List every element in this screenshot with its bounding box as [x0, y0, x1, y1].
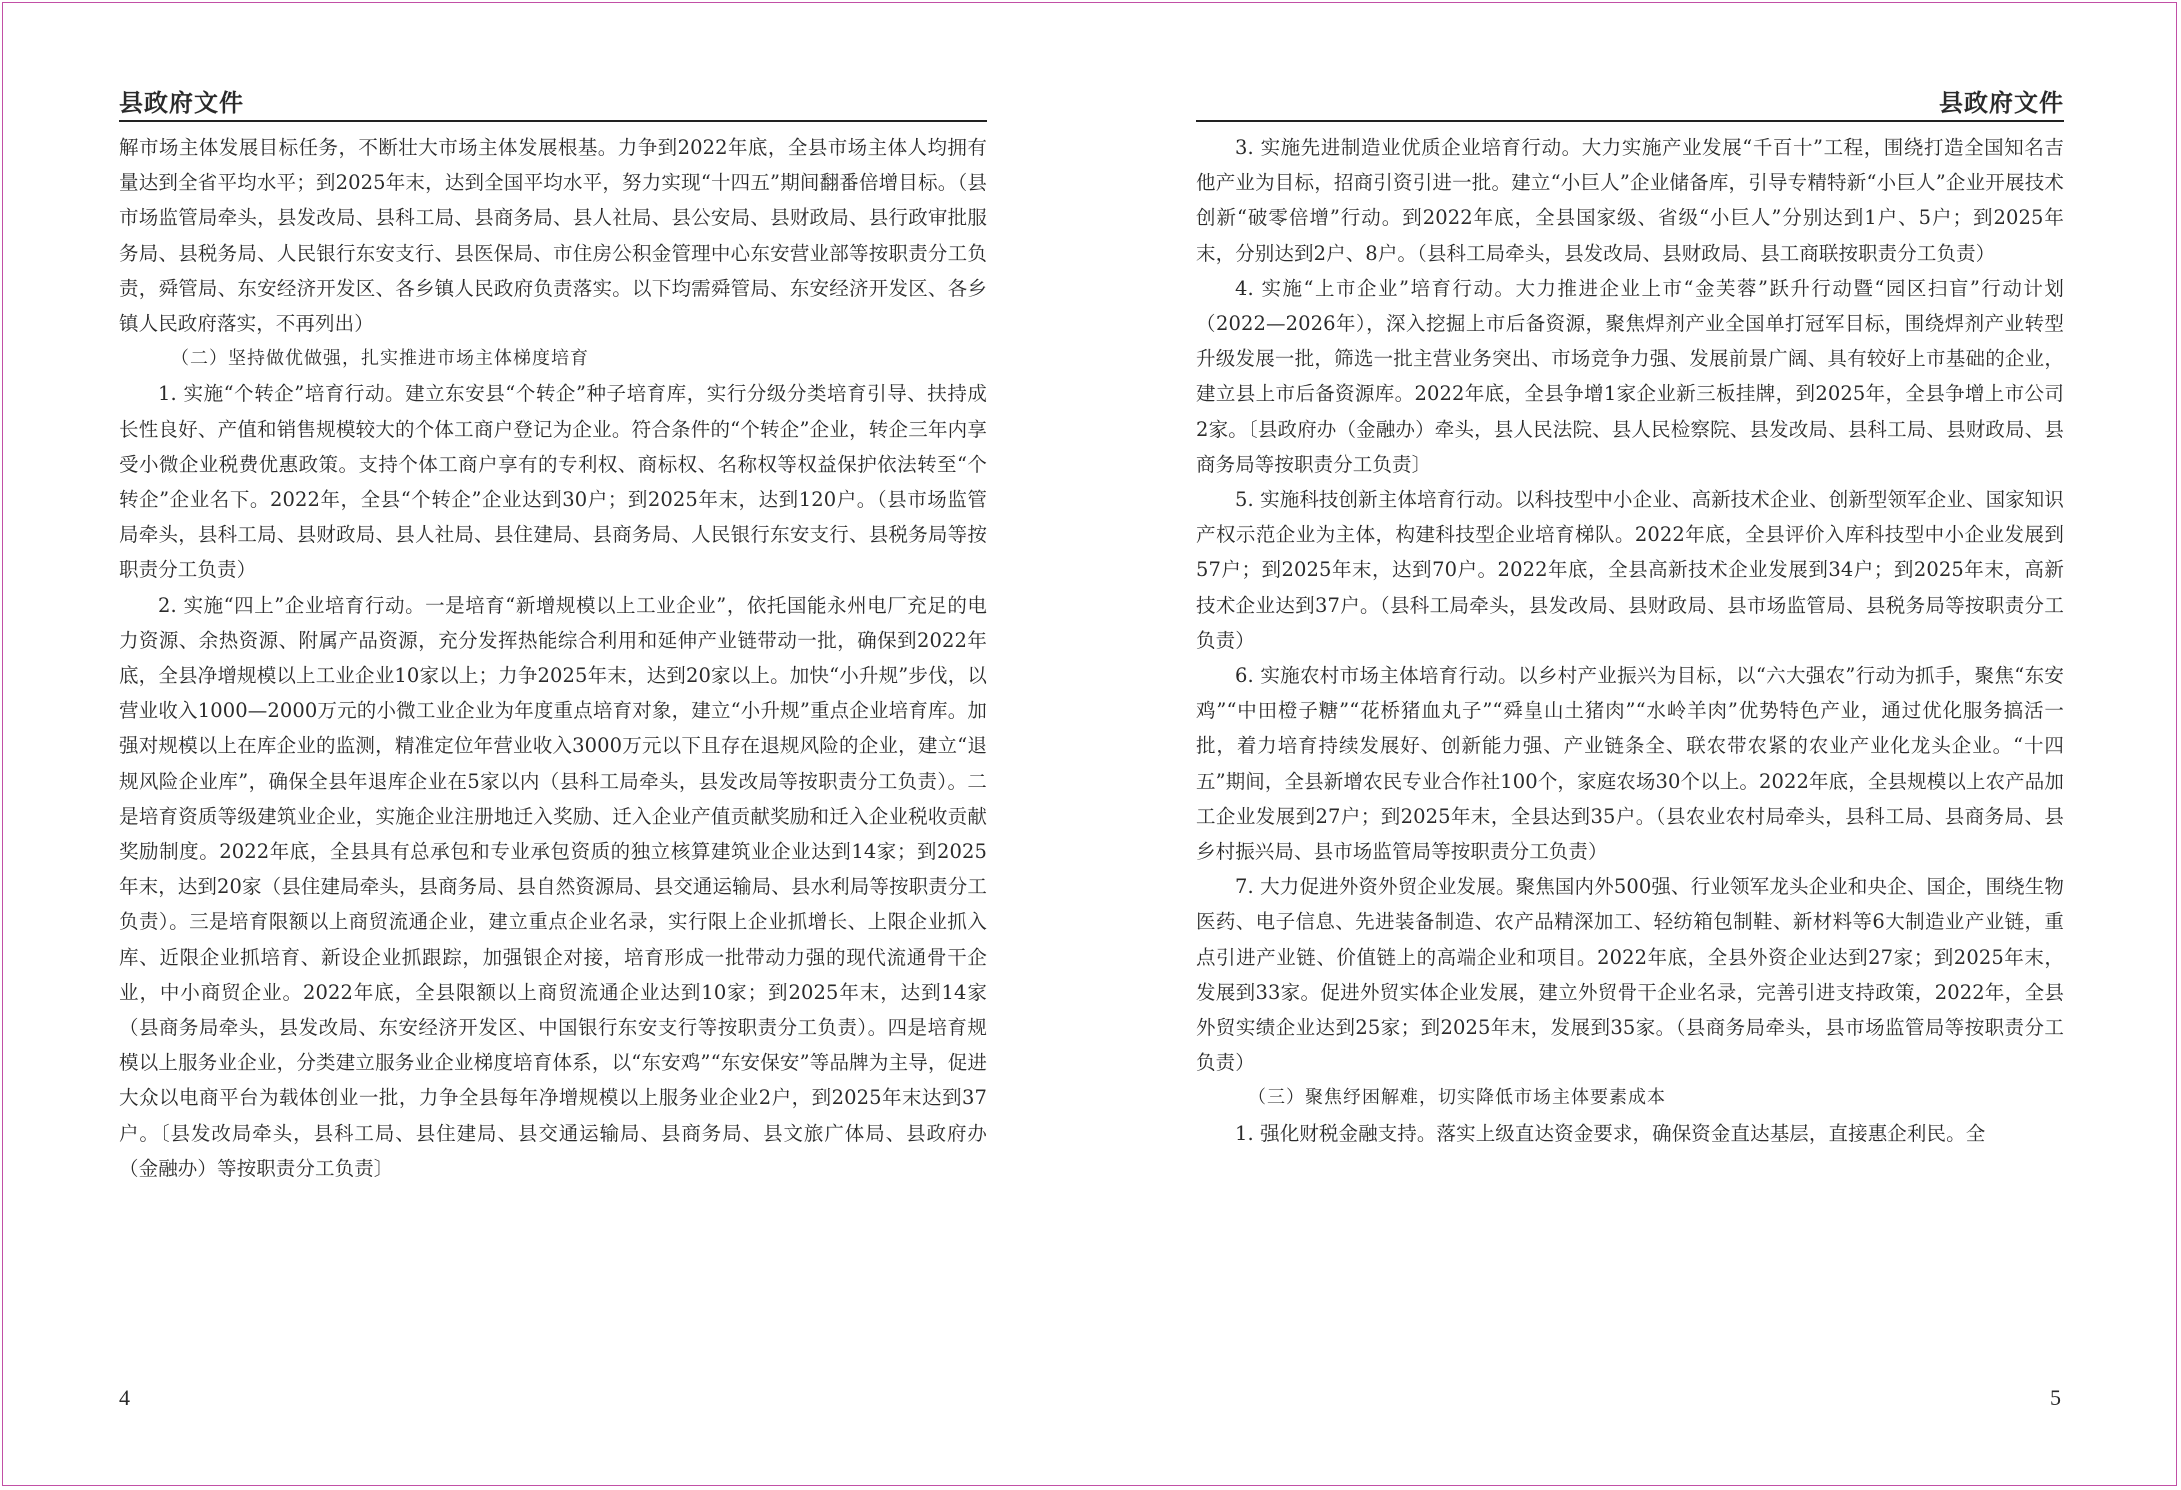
- paragraph: 1. 实施“个转企”培育行动。建立东安县“个转企”种子培育库，实行分级分类培育引导、扶持成长性良好、产值和销售规模较大的个体工商户登记为企业。符合条件的“个转企”企业，转企三年内享受小微企业税费优惠政策。支持个体工商户享有的专利权、商标权、名称权等权益保护依法转至“个转企”企业名下。2022年，全县“个转企”企业达到30户；到2025年末，达到120户。（县市场监管局牵头，县科工局、县财政局、县人社局、县住建局、县商务局、人民银行东安支行、县税务局等按职责分工负责）: [119, 382, 987, 582]
- section-heading: （二）坚持做优做强，扎实推进市场主体梯度培育: [171, 348, 589, 370]
- right-page-number: 5: [2050, 1385, 2061, 1410]
- right-page: [1196, 84, 2064, 1151]
- paragraph: 解市场主体发展目标任务，不断壮大市场主体发展根基。力争到2022年底，全县市场主体人均拥有量达到全省平均水平；到2025年末，达到全国平均水平，努力实现“十四五”期间翻番倍增目标。（县市场监管局牵头，县发改局、县科工局、县商务局、县人社局、县公安局、县财政局、县行政审批服务局、县税务局、人民银行东安支行、县医保局、市住房公积金管理中心东安营业部等按职责分工负责，舜管局、东安经济开发区、各乡镇人民政府负责落实。以下均需舜管局、东安经济开发区、各乡镇人民政府落实，不再列出）: [119, 136, 987, 336]
- right-page-header: [1196, 84, 2064, 122]
- right-page-body: [1196, 130, 2064, 1151]
- left-header-title: 县政府文件: [119, 89, 244, 117]
- right-header-title: 县政府文件: [1939, 89, 2064, 117]
- section-heading: （三）聚焦纾困解难，切实降低市场主体要素成本: [1248, 1087, 1666, 1109]
- paragraph: 5. 实施科技创新主体培育行动。以科技型中小企业、高新技术企业、创新型领军企业、国家知识产权示范企业为主体，构建科技型企业培育梯队。2022年底，全县评价入库科技型中小企业发展到57户；到2025年末，达到70户。2022年底，全县高新技术企业发展到34户；到2025年末，高新技术企业达到37户。（县科工局牵头，县发改局、县财政局、县市场监管局、县税务局等按职责分工负责）: [1196, 488, 2064, 652]
- paragraph: 6. 实施农村市场主体培育行动。以乡村产业振兴为目标，以“六大强农”行动为抓手，聚焦“东安鸡”“中田橙子糖”“花桥猪血丸子”“舜皇山土猪肉”“水岭羊肉”优势特色产业，通过优化服务搞活一批，着力培育持续发展好、创新能力强、产业链条全、联农带农紧的农业产业化龙头企业。“十四五”期间，全县新增农民专业合作社100个，家庭农场30个以上。2022年底，全县规模以上农产品加工企业发展到27户；到2025年末，全县达到35户。（县农业农村局牵头，县科工局、县商务局、县乡村振兴局、县市场监管局等按职责分工负责）: [1196, 664, 2064, 864]
- paragraph: 1. 强化财税金融支持。落实上级直达资金要求，确保资金直达基层，直接惠企利民。全: [1235, 1121, 1986, 1145]
- left-page: [119, 84, 987, 1186]
- left-page-number: 4: [119, 1385, 130, 1410]
- paragraph: 2. 实施“四上”企业培育行动。一是培育“新增规模以上工业企业”，依托国能永州电厂充足的电力资源、余热资源、附属产品资源，充分发挥热能综合利用和延伸产业链带动一批，确保到2022年底，全县净增规模以上工业企业10家以上；力争2025年末，达到20家以上。加快“小升规”步伐，以营业收入1000—2000万元的小微工业企业为年度重点培育对象，建立“小升规”重点企业培育库。加强对规模以上在库企业的监测，精准定位年营业收入3000万元以下且存在退规风险的企业，建立“退规风险企业库”，确保全县年退库企业在5家以内（县科工局牵头，县发改局等按职责分工负责）。二是培育资质等级建筑业企业，实施企业注册地迁入奖励、迁入企业产值贡献奖励和迁入企业税收贡献奖励制度。2022年底，全县具有总承包和专业承包资质的独立核算建筑业企业达到14家；到2025年末，达到20家（县住建局牵头，县商务局、县自然资源局、县交通运输局、县水利局等按职责分工负责）。三是培育限额以上商贸流通企业，建立重点企业名录，实行限上企业抓增长、上限企业抓入库、近限企业抓培育、新设企业抓跟踪，加强银企对接，培育形成一批带动力强的现代流通骨干企业，中小商贸企业。2022年底，全县限额以上商贸流通企业达到10家；到2025年末，达到14家（县商务局牵头，县发改局、东安经济开发区、中国银行东安支行等按职责分工负责）。四是培育规模以上服务业企业，分类建立服务业企业梯度培育体系，以“东安鸡”“东安保安”等品牌为主导，促进大众以电商平台为载体创业一批，力争全县每年净增规模以上服务业企业2户，到2025年末达到37户。〔县发改局牵头，县科工局、县住建局、县交通运输局、县商务局、县文旅广体局、县政府办（金融办）等按职责分工负责〕: [119, 593, 987, 1180]
- paragraph: 4. 实施“上市企业”培育行动。大力推进企业上市“金芙蓉”跃升行动暨“园区扫盲”行动计划（2022—2026年），深入挖掘上市后备资源，聚焦焊剂产业全国单打冠军目标，围绕焊剂产业转型升级发展一批，筛选一批主营业务突出、市场竞争力强、发展前景广阔、具有较好上市基础的企业，建立县上市后备资源库。2022年底，全县争增1家企业新三板挂牌，到2025年，全县争增上市公司2家。〔县政府办（金融办）牵头，县人民法院、县人民检察院、县发改局、县科工局、县财政局、县商务局等按职责分工负责〕: [1196, 276, 2064, 476]
- left-page-header: [119, 84, 987, 122]
- left-page-body: [119, 130, 987, 1186]
- paragraph: 7. 大力促进外资外贸企业发展。聚焦国内外500强、行业领军龙头企业和央企、国企，围绕生物医药、电子信息、先进装备制造、农产品精深加工、轻纺箱包制鞋、新材料等6大制造业产业链，重点引进产业链、价值链上的高端企业和项目。2022年底，全县外资企业达到27家；到2025年末，发展到33家。促进外贸实体企业发展，建立外贸骨干企业名录，完善引进支持政策，2022年，全县外贸实绩企业达到25家；到2025年末，发展到35家。（县商务局牵头，县市场监管局等按职责分工负责）: [1196, 875, 2064, 1075]
- paragraph: 3. 实施先进制造业优质企业培育行动。大力实施产业发展“千百十”工程，围绕打造全国知名吉他产业为目标，招商引资引进一批。建立“小巨人”企业储备库，引导专精特新“小巨人”企业开展技术创新“破零倍增”行动。到2022年底，全县国家级、省级“小巨人”分别达到1户、5户；到2025年末，分别达到2户、8户。（县科工局牵头，县发改局、县财政局、县工商联按职责分工负责）: [1196, 136, 2064, 265]
